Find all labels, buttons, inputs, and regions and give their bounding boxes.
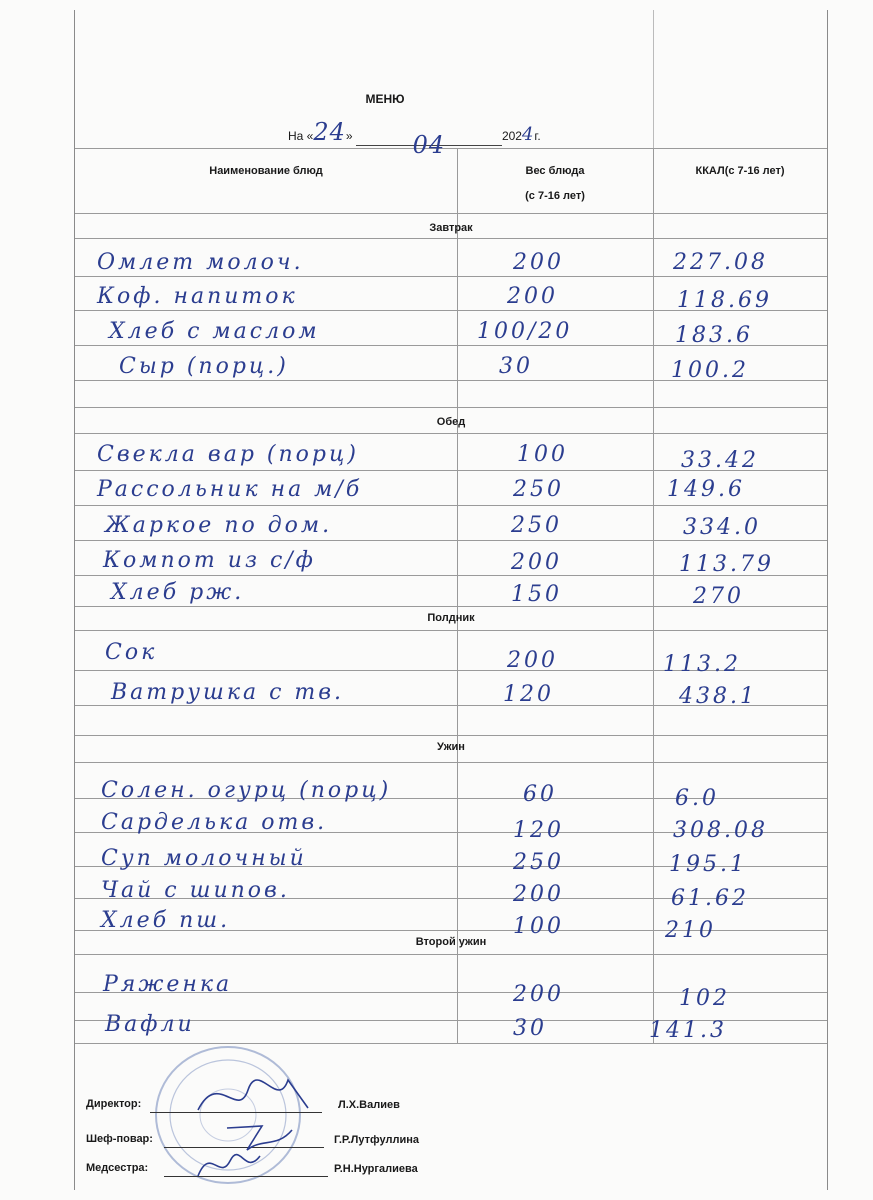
dish-weight: 120 [503,682,554,707]
dish-kcal: 33.42 [681,448,759,473]
dish-weight: 200 [507,648,558,673]
dish-kcal: 270 [693,584,744,609]
header-kcal: ККАЛ(с 7-16 лет) [695,165,785,177]
dish-weight: 100 [517,442,568,467]
dish-weight: 200 [513,982,564,1007]
menu-date [288,118,541,159]
dish-kcal: 210 [665,918,716,943]
dish-weight: 100 [513,914,564,939]
dish-name: Компот из с/ф [103,548,316,573]
dish-weight: 200 [513,882,564,907]
dish-kcal: 100.2 [671,358,749,383]
dish-kcal: 102 [679,986,730,1011]
row-rule [75,407,827,408]
page-title: МЕНЮ [365,92,405,106]
table-top-rule [75,148,827,149]
dish-name: Сок [105,640,158,665]
dish-name: Омлет молоч. [97,250,304,275]
menu-sheet [74,10,828,1190]
column-divider [457,148,458,1043]
date-year-digit: 4 [521,124,535,145]
date-close: » [345,129,353,143]
date-month-line [356,131,502,159]
dish-kcal: 183.6 [675,323,753,348]
dish-weight: 250 [513,477,564,502]
dish-kcal: 308.08 [673,818,768,843]
section-title-lunch: Обед [436,416,466,428]
dish-weight: 60 [523,782,557,807]
dish-weight: 250 [511,513,562,538]
dish-name: Хлеб пш. [101,908,231,933]
dish-weight: 200 [511,550,562,575]
dish-weight: 200 [507,284,558,309]
dish-weight: 30 [513,1016,547,1041]
dish-kcal: 61.62 [671,886,749,911]
column-divider [653,10,654,148]
dish-weight: 100/20 [477,319,573,344]
signature-name-nurse: Р.Н.Нургалиева [334,1163,418,1175]
signature-scribble-icon [190,1146,270,1186]
signature-label-nurse: Медсестра: [86,1162,149,1174]
signature-name-director: Л.Х.Валиев [338,1099,400,1111]
signature-label-chef: Шеф-повар: [86,1133,153,1145]
dish-weight: 250 [513,850,564,875]
header-weight-age: (с 7-16 лет) [525,190,585,202]
dish-name: Жаркое по дом. [105,513,333,538]
dish-weight: 150 [511,582,562,607]
header-bottom-rule [75,213,827,214]
date-month: 04 [412,131,446,159]
dish-name: Ряженка [103,972,233,997]
dish-kcal: 113.2 [663,652,741,677]
dish-name: Суп молочный [101,846,307,871]
section-rule [75,238,827,239]
dish-kcal: 438.1 [679,684,757,709]
dish-kcal: 149.6 [667,477,745,502]
date-prefix: На « [288,129,314,143]
section-title-snack: Полдник [427,612,475,624]
section-title-second-dinner: Второй ужин [415,936,487,948]
signature-label-director: Директор: [86,1098,142,1110]
section-rule [75,630,827,631]
section-title-breakfast: Завтрак [429,222,473,234]
dish-kcal: 113.79 [679,552,774,577]
row-rule [75,540,827,541]
dish-weight: 30 [499,354,533,379]
date-day: 24 [313,118,346,146]
date-suffix: г. [534,129,541,143]
dish-kcal: 227.08 [673,250,768,275]
signature-name-chef: Г.Р.Лутфуллина [334,1134,419,1146]
dish-name: Свекла вар (порц) [97,442,359,467]
column-divider [653,148,654,1043]
header-dish-name: Наименование блюд [209,165,323,177]
row-rule [75,505,827,506]
dish-kcal: 118.69 [677,288,772,313]
dish-name: Коф. напиток [97,284,298,309]
dish-name: Хлеб рж. [111,580,245,605]
dish-name: Хлеб с маслом [109,319,320,344]
dish-name: Рассольник на м/б [97,477,363,502]
dish-name: Сарделька отв. [101,810,328,835]
dish-name: Ватрушка с тв. [111,680,345,705]
header-weight: Вес блюда [525,165,585,177]
dish-name: Сыр (порц.) [119,354,289,379]
date-year-prefix: 202 [501,129,522,143]
section-title-dinner: Ужин [437,741,465,753]
row-rule [75,276,827,277]
dish-name: Чай с шипов. [101,878,290,903]
section-rule [75,954,827,955]
section-rule [75,433,827,434]
dish-kcal: 334.0 [683,515,761,540]
dish-kcal: 6.0 [675,786,719,811]
dish-kcal: 141.3 [649,1018,727,1043]
dish-weight: 120 [513,818,564,843]
dish-kcal: 195.1 [669,852,747,877]
row-rule [75,735,827,736]
dish-name: Солен. огурц (порц) [101,778,392,803]
section-rule [75,762,827,763]
dish-name: Вафли [105,1012,195,1037]
signature-scribble-icon [188,1070,318,1120]
dish-weight: 200 [513,250,564,275]
